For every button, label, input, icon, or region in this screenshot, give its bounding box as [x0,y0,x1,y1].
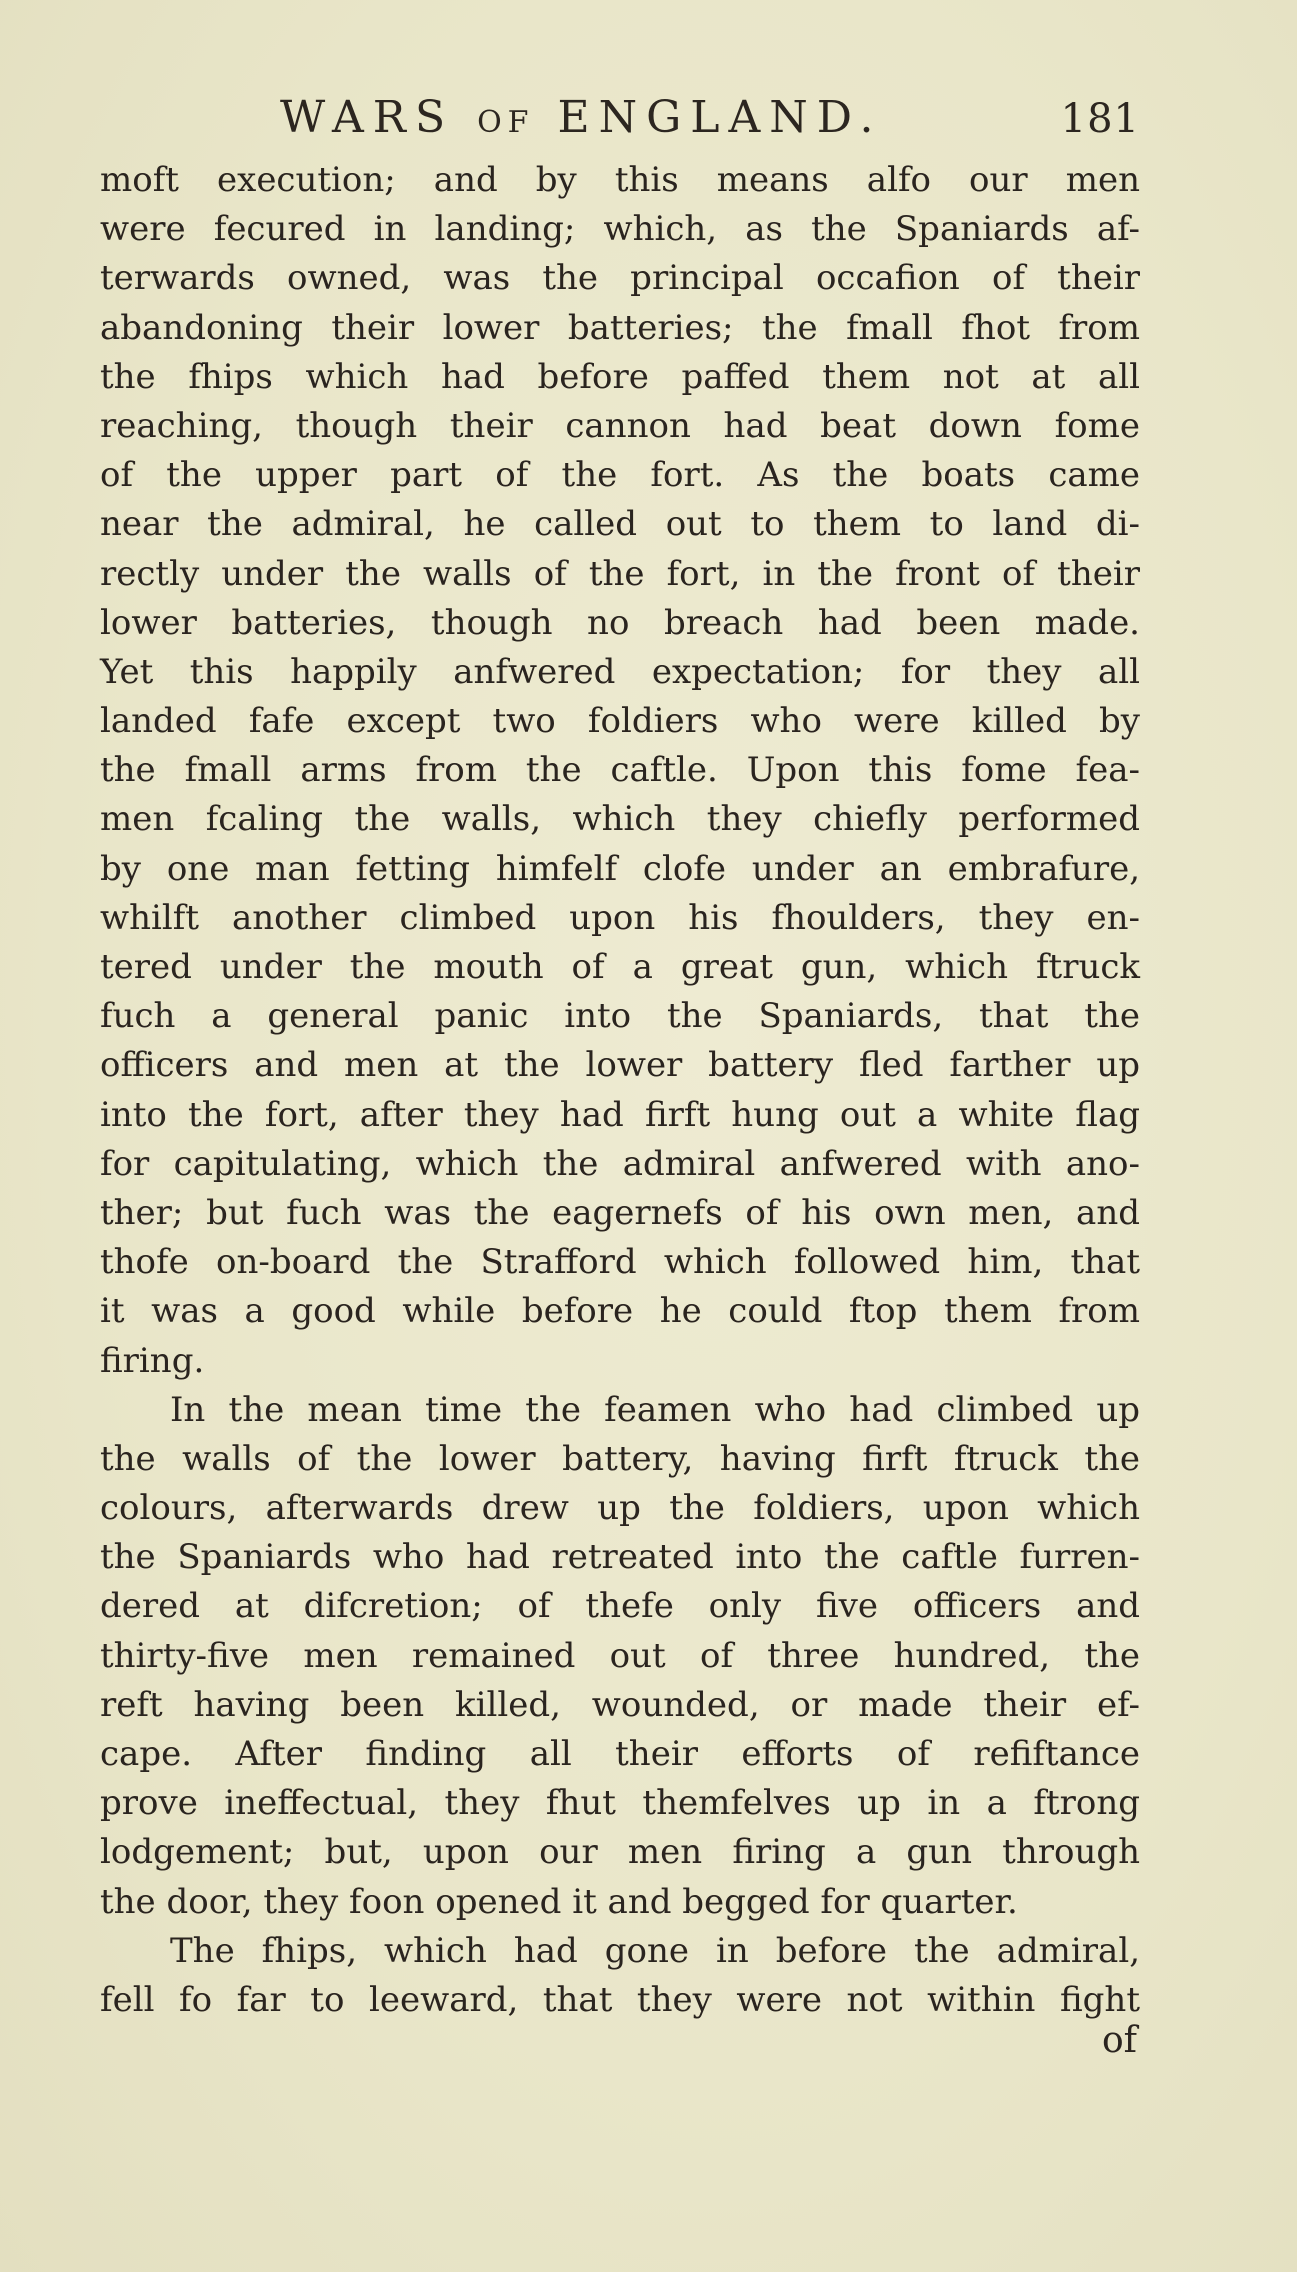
text-line: thofe on-board the Strafford which followed him, that [100,1242,1140,1283]
text-line: landed fafe except two foldiers who were killed by [100,701,1140,742]
page-number: 181 [1060,96,1140,142]
text-line: the Spaniards who had retreated into the caftle furren- [100,1537,1140,1578]
text-line: by one man fetting himfelf clofe under an embrafure, [100,848,1140,889]
text-line: the fmall arms from the caftle. Upon this fome fea- [100,750,1140,791]
text-line: firing. [100,1340,205,1381]
running-head-wars: WARS [280,92,478,143]
text-line: moft execution; and by this means alfo our men [100,160,1140,200]
text-line: The fhips, which had gone in before the admiral, [170,1930,1140,1971]
text-line: men fcaling the walls, which they chiefly performed [100,799,1140,840]
text-line: it was a good while before he could ftop them from [100,1291,1140,1332]
catchword: of [1102,2020,1137,2061]
text-line: dered at difcretion; of thefe only five officers and [100,1586,1140,1627]
text-line: the walls of the lower battery, having firft ftruck the [100,1438,1140,1479]
running-head [280,92,882,143]
text-line: reft having been killed, wounded, or made their ef- [100,1684,1140,1725]
running-head-england: ENGLAND. [534,92,883,143]
text-line: the door, they foon opened it and begged for quarter. [100,1881,1018,1922]
text-line: reaching, though their cannon had beat down fome [100,405,1140,446]
text-line: near the admiral, he called out to them to land di- [100,504,1140,545]
text-line: lodgement; but, upon our men firing a gun through [100,1832,1140,1873]
text-line: lower batteries, though no breach had been made. [100,602,1140,643]
text-line: In the mean time the feamen who had climbed up [170,1389,1140,1430]
text-line: tered under the mouth of a great gun, which ftruck [100,947,1140,987]
text-line: for capitulating, which the admiral anfwered with ano- [100,1143,1140,1184]
page-header [280,92,1140,148]
text-line: were fecured in landing; which, as the Spaniards af- [100,209,1140,250]
body-text [100,156,1140,2025]
text-line: thirty-five men remained out of three hundred, the [100,1635,1140,1676]
text-line: terwards owned, was the principal occafion of their [100,258,1140,299]
text-line: rectly under the walls of the fort, in the front of their [100,553,1140,594]
text-line: ther; but fuch was the eagernefs of his own men, and [100,1192,1140,1233]
text-line: officers and men at the lower battery fled farther up [100,1045,1140,1086]
running-head-of: OF [477,105,535,140]
text-line: the fhips which had before paffed them not at all [100,356,1140,397]
text-line: colours, afterwards drew up the foldiers, upon which [100,1488,1140,1529]
text-line: fell fo far to leeward, that they were not within fight [100,1979,1140,2020]
text-line: abandoning their lower batteries; the fmall fhot from [100,307,1140,348]
text-line: prove ineffectual, they fhut themfelves up in a ftrong [100,1783,1140,1824]
text-line: into the fort, after they had firft hung out a white flag [100,1094,1140,1135]
text-line: whilft another climbed upon his fhoulders, they en- [100,897,1140,938]
text-line: fuch a general panic into the Spaniards, that the [100,996,1140,1037]
text-line: of the upper part of the fort. As the boats came [100,455,1140,496]
text-line: cape. After finding all their efforts of refiftance [100,1734,1140,1774]
text-line: Yet this happily anfwered expectation; for they all [100,651,1140,692]
